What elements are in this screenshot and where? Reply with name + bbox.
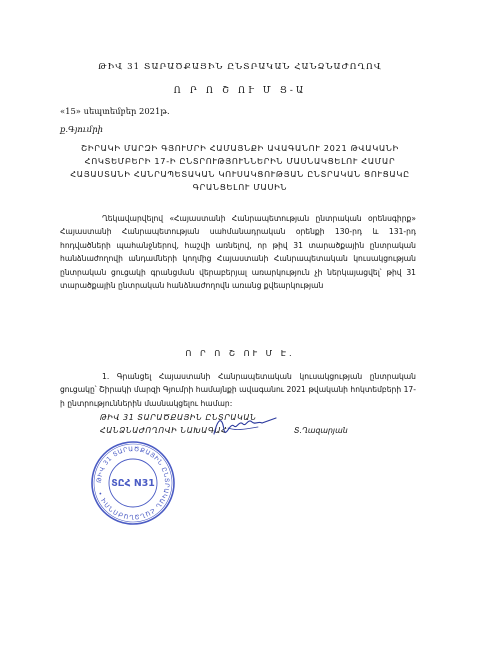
- document-title-line-2: ՀՈԿՏԵՄԲԵՐԻ 17-Ի ԸՆՏՐՈՒԹՅՈՒՆՆԵՐԻՆ ՄԱՍՆԱԿՑԵԼՈՒ ՀԱՄԱՐ: [84, 156, 396, 166]
- document-date: «15» սեպտեմբեր 2021թ.: [60, 106, 170, 116]
- official-stamp: [90, 440, 176, 526]
- document-title-line-4: ԳՐԱՆՑԵԼՈՒ ՄԱՍԻՆ: [192, 182, 288, 192]
- document-place: ք.Գյումրի: [60, 124, 103, 134]
- stamp-center-text: ՏԸՀ N31: [111, 478, 155, 489]
- signer-name: Տ.Ղազարյան: [294, 426, 348, 435]
- stamp-ring-text: ԹԻՎ 31 ՏԱՐԱԾՔԱՅԻՆ ԸՆՏՐԱԿԱՆ ՀԱՆՁՆԱԺՈՂՈՎ •: [95, 445, 171, 521]
- decision-heading: Ո Ր Ո Շ ՈՒ Մ Է.: [185, 348, 295, 358]
- preamble-paragraph: Ղեկավարվելով «Հայաստանի Հանրապետության ընտրական օրենսգիրք» Հայաստանի Հանրապետության սահմանադրական օրենքի 130-րդ և 131-րդ հոդվածների պահանջներով, հաշվի առնելով, որ թիվ 31 տարածքային ընտրական հանձնաժողովի անդամների կողմից Հայաստանի Հանրապետական կուսակցության ընտրական ցուցակի գրանցման վերաբերյալ առարկություն չի ներկայացվել՝ թիվ 31 տարածքային ընտրական հանձնաժողովն առանց քվեարկության: [60, 214, 416, 291]
- document-type-heading: Ո Ր Ո Շ ՈՒ Մ Ց-Ա: [173, 86, 307, 96]
- signature-title-line-1: ԹԻՎ 31 ՏԱՐԱԾՔԱՅԻՆ ԸՆՏՐԱԿԱՆ: [100, 413, 257, 422]
- decision-item-1: 1. Գրանցել Հայաստանի Հանրապետական կուսակցության ընտրական ցուցակը՝ Շիրակի մարզի Գյումրի համայնքի ավագանու 2021 թվականի հոկտեմբերի 17-ի ընտրություններին մասնակցելու համար:: [60, 372, 416, 408]
- commission-header: ԹԻՎ 31 ՏԱՐԱԾՔԱՅԻՆ ԸՆՏՐԱԿԱՆ ՀԱՆՁՆԱԺՈՂՈՎ: [98, 62, 382, 72]
- handwritten-signature: [210, 412, 280, 440]
- document-title-line-1: ՇԻՐԱԿԻ ՄԱՐԶԻ ԳՅՈՒՄՐԻ ՀԱՄԱՅՆՔԻ ԱՎԱԳԱՆՈՒ 2021 ԹՎԱԿԱՆԻ: [81, 143, 399, 153]
- document-title-line-3: ՀԱՅԱՍՏԱՆԻ ՀԱՆՐԱՊԵՏԱԿԱՆ ԿՈՒՍԱԿՑՈՒԹՅԱՆ ԸՆՏՐԱԿԱՆ ՑՈՒՑԱԿԸ: [70, 169, 410, 179]
- signature-title-line-2: ՀԱՆՁՆԱԺՈՂՈՎԻ ՆԱԽԱԳԱՀ: [100, 426, 228, 435]
